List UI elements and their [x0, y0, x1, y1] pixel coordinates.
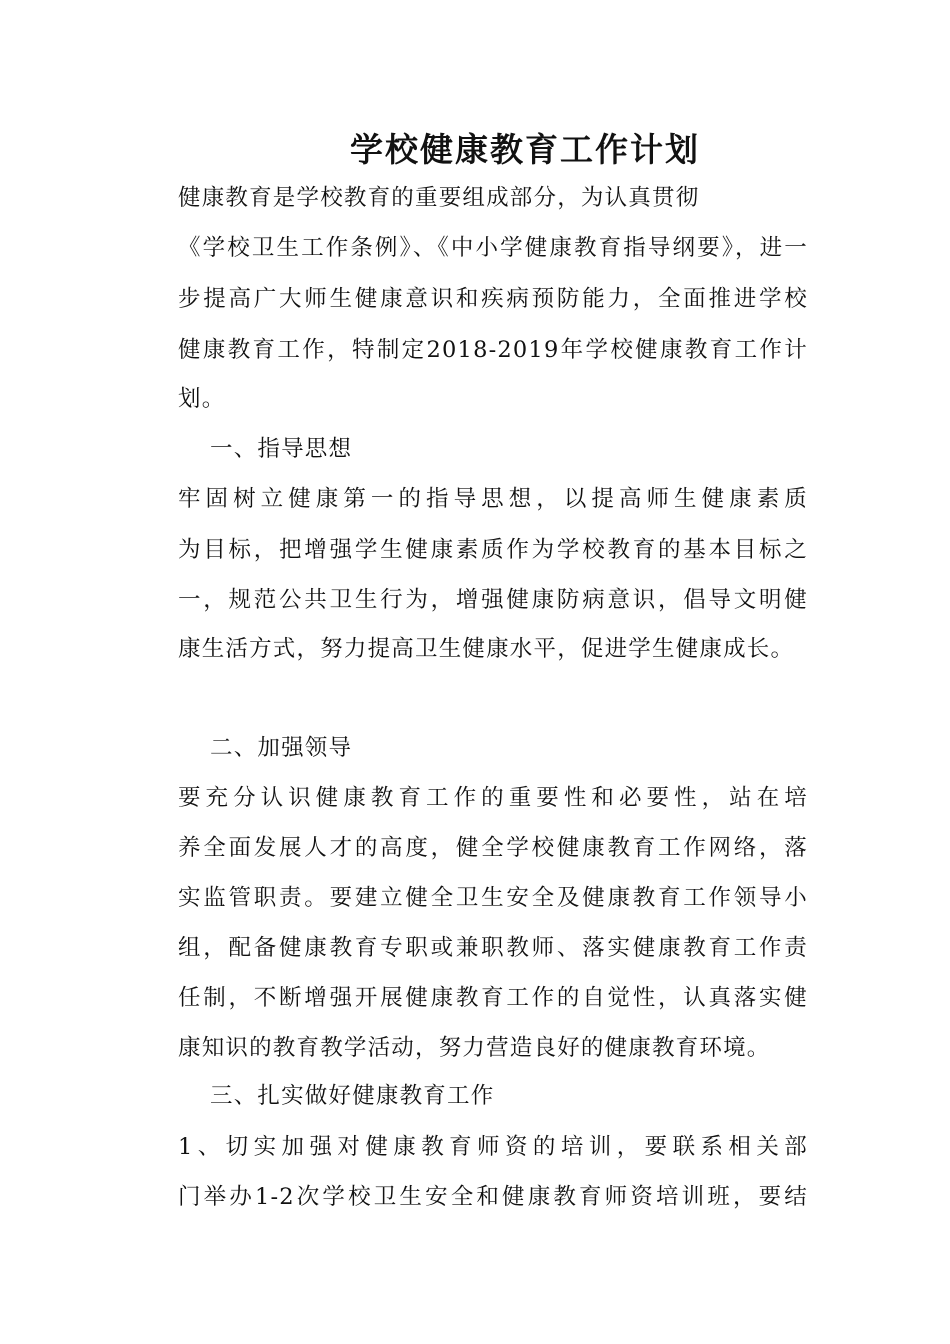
paragraph-line: 门举办1-2次学校卫生安全和健康教育师资培训班，要结 [178, 1184, 808, 1210]
paragraph-line: 1、切实加强对健康教育师资的培训，要联系相关部 [178, 1134, 808, 1160]
paragraph-line: 健康教育是学校教育的重要组成部分，为认真贯彻 [178, 185, 700, 211]
paragraph-line: 《学校卫生工作条例》、《中小学健康教育指导纲要》，进一 [178, 235, 808, 261]
paragraph-line: 康生活方式，努力提高卫生健康水平，促进学生健康成长。 [178, 636, 795, 662]
paragraph-line: 为目标，把增强学生健康素质作为学校教育的基本目标之 [178, 537, 808, 563]
paragraph-line: 实监管职责。要建立健全卫生安全及健康教育工作领导小 [178, 885, 808, 911]
section-heading: 三、扎实做好健康教育工作 [210, 1083, 495, 1109]
paragraph-line: 组，配备健康教育专职或兼职教师、落实健康教育工作责 [178, 935, 808, 961]
paragraph-line: 养全面发展人才的高度，健全学校健康教育工作网络，落 [178, 835, 808, 861]
paragraph-line: 任制，不断增强开展健康教育工作的自觉性，认真落实健 [178, 985, 808, 1011]
paragraph-line: 一，规范公共卫生行为，增强健康防病意识，倡导文明健 [178, 587, 808, 613]
paragraph-line: 要充分认识健康教育工作的重要性和必要性，站在培 [178, 785, 808, 811]
paragraph-line: 牢固树立健康第一的指导思想，以提高师生健康素质 [178, 486, 808, 512]
document-title: 学校健康教育工作计划 [350, 130, 700, 169]
paragraph-line: 划。 [178, 386, 226, 412]
paragraph-line: 健康教育工作，特制定2018-2019年学校健康教育工作计 [178, 337, 808, 363]
section-heading: 一、指导思想 [210, 436, 353, 462]
paragraph-line: 康知识的教育教学活动，努力营造良好的健康教育环境。 [178, 1035, 771, 1061]
paragraph-line: 步提高广大师生健康意识和疾病预防能力，全面推进学校 [178, 286, 808, 312]
section-heading: 二、加强领导 [210, 735, 353, 761]
